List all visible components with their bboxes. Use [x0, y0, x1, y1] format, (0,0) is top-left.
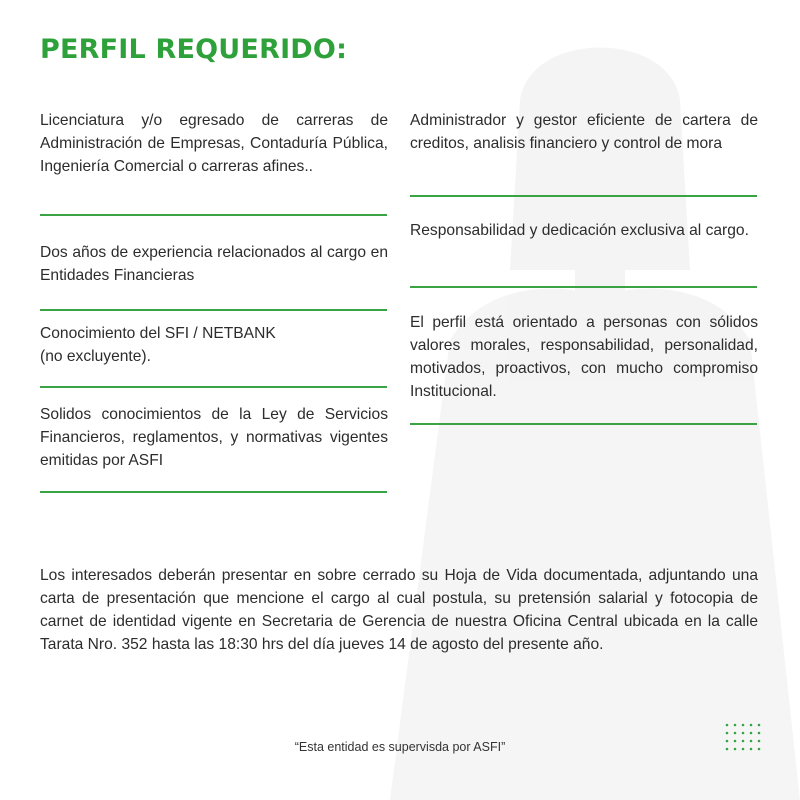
divider [410, 423, 757, 425]
requirement-item: Solidos conocimientos de la Ley de Servicios Financieros, reglamentos, y normativas vigentes emitidas por ASFI [40, 406, 388, 469]
requirement-item: Licenciatura y/o egresado de carreras de Administración de Empresas, Contaduría Pública, Ingeniería Comercial o carreras afines.. [40, 112, 388, 175]
decorative-dots-icon [724, 722, 764, 754]
divider [40, 214, 387, 216]
application-notice: Los interesados deberán presentar en sobre cerrado su Hoja de Vida documentada, adjuntando una carta de presentación que mencione el cargo al cual postula, su pretensión salarial y fotocopia de carnet de identidad vigente en Secretaria de Gerencia de nuestra Oficina Central ubicada en la calle Tarata Nro. 352 hasta las 18:30 hrs del día jueves 14 de agosto del presente año. [40, 567, 758, 653]
requirement-item: Dos años de experiencia relacionados al cargo en Entidades Financieras [40, 244, 388, 284]
supervision-footer: “Esta entidad es supervisda por ASFI” [294, 740, 506, 754]
divider [40, 491, 387, 493]
requirement-item: Conocimiento del SFI / NETBANK (no excluyente). [40, 325, 276, 365]
divider [40, 386, 387, 388]
requirement-item: Administrador y gestor eficiente de cartera de creditos, analisis financiero y control de mora [410, 112, 758, 152]
divider [410, 286, 757, 288]
requirement-item: El perfil está orientado a personas con sólidos valores morales, responsabilidad, personalidad, motivados, proactivos, con mucho compromiso Institucional. [410, 314, 758, 400]
divider [40, 309, 387, 311]
requirement-item: Responsabilidad y dedicación exclusiva al cargo. [410, 222, 749, 239]
page-title: PERFIL REQUERIDO: [40, 34, 348, 65]
divider [410, 195, 757, 197]
